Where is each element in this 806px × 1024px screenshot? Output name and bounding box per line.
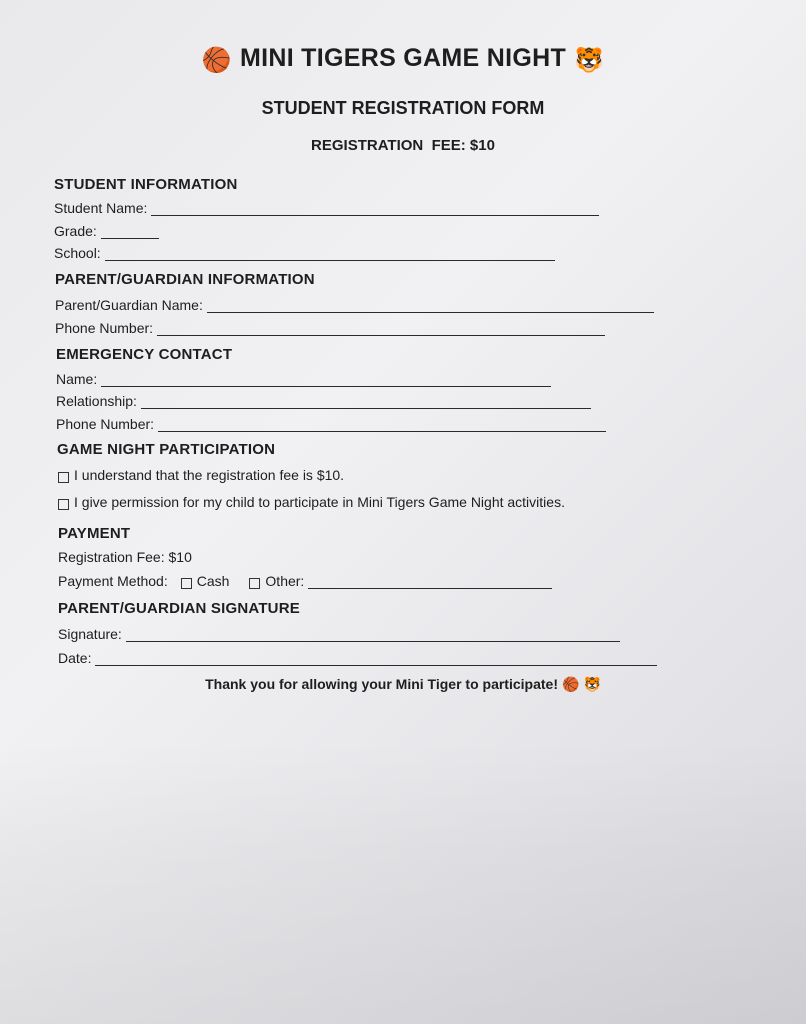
payment-method-label: Payment Method: bbox=[58, 573, 168, 589]
permission-checkbox[interactable] bbox=[58, 499, 69, 510]
date-field[interactable] bbox=[95, 653, 657, 666]
thank-you-text: Thank you for allowing your Mini Tiger to participate! bbox=[205, 676, 558, 692]
date-row bbox=[58, 650, 657, 666]
cash-checkbox[interactable] bbox=[181, 578, 192, 589]
parent-phone-field[interactable] bbox=[157, 323, 605, 336]
date-label: Date: bbox=[58, 650, 92, 666]
relationship-label: Relationship: bbox=[56, 393, 137, 409]
fee-acknowledge-checkbox[interactable] bbox=[58, 472, 69, 483]
parent-phone-label: Phone Number: bbox=[55, 320, 154, 336]
school-label: School: bbox=[54, 245, 101, 261]
basketball-icon: 🏀 bbox=[562, 676, 580, 692]
form-subtitle: STUDENT REGISTRATION FORM bbox=[261, 98, 545, 118]
emergency-phone-field[interactable] bbox=[158, 419, 606, 432]
grade-label: Grade: bbox=[54, 223, 97, 239]
emergency-phone-row bbox=[56, 416, 606, 432]
grade-field[interactable] bbox=[101, 226, 159, 239]
fee-acknowledge-row bbox=[58, 467, 344, 483]
thank-you-message bbox=[0, 676, 806, 693]
payment-method-row bbox=[58, 573, 552, 589]
payment-fee-row bbox=[58, 549, 192, 565]
signature-field[interactable] bbox=[126, 629, 620, 642]
student-info-heading: STUDENT INFORMATION bbox=[54, 176, 238, 193]
grade-row bbox=[54, 223, 159, 239]
school-field[interactable] bbox=[105, 248, 555, 261]
payment-heading: PAYMENT bbox=[58, 525, 131, 542]
title-text: MINI TIGERS GAME NIGHT bbox=[239, 44, 567, 72]
parent-name-row bbox=[55, 297, 654, 313]
parent-phone-row bbox=[55, 320, 605, 336]
tiger-icon: 🐯 bbox=[583, 676, 601, 692]
tiger-icon: 🐯 bbox=[574, 47, 605, 74]
parent-name-field[interactable] bbox=[207, 300, 654, 313]
form-title bbox=[0, 44, 806, 75]
cash-label: Cash bbox=[196, 573, 230, 589]
emergency-name-field[interactable] bbox=[101, 374, 551, 387]
relationship-field[interactable] bbox=[141, 396, 591, 409]
emergency-contact-heading: EMERGENCY CONTACT bbox=[56, 346, 233, 363]
relationship-row bbox=[56, 393, 591, 409]
payment-fee-text: Registration Fee: $10 bbox=[58, 549, 192, 565]
parent-name-label: Parent/Guardian Name: bbox=[55, 297, 203, 313]
registration-fee-heading: REGISTRATION FEE: $10 bbox=[311, 137, 495, 154]
signature-row bbox=[58, 626, 620, 642]
participation-heading: GAME NIGHT PARTICIPATION bbox=[57, 441, 276, 458]
student-name-label: Student Name: bbox=[54, 200, 148, 216]
other-payment-field[interactable] bbox=[308, 576, 552, 589]
paper-shadow bbox=[0, 740, 806, 1024]
other-label: Other: bbox=[265, 573, 305, 589]
signature-heading: PARENT/GUARDIAN SIGNATURE bbox=[58, 600, 300, 617]
basketball-icon: 🏀 bbox=[201, 47, 232, 74]
permission-row bbox=[58, 494, 565, 510]
school-row bbox=[54, 245, 555, 261]
other-checkbox[interactable] bbox=[249, 578, 260, 589]
student-name-row bbox=[54, 200, 599, 216]
emergency-name-row bbox=[56, 371, 551, 387]
permission-label: I give permission for my child to participate in Mini Tigers Game Night activities. bbox=[74, 494, 565, 510]
signature-label: Signature: bbox=[58, 626, 122, 642]
student-name-field[interactable] bbox=[151, 203, 599, 216]
emergency-name-label: Name: bbox=[56, 371, 98, 387]
parent-info-heading: PARENT/GUARDIAN INFORMATION bbox=[55, 271, 315, 288]
emergency-phone-label: Phone Number: bbox=[56, 416, 155, 432]
fee-acknowledge-label: I understand that the registration fee is $10. bbox=[74, 467, 345, 483]
